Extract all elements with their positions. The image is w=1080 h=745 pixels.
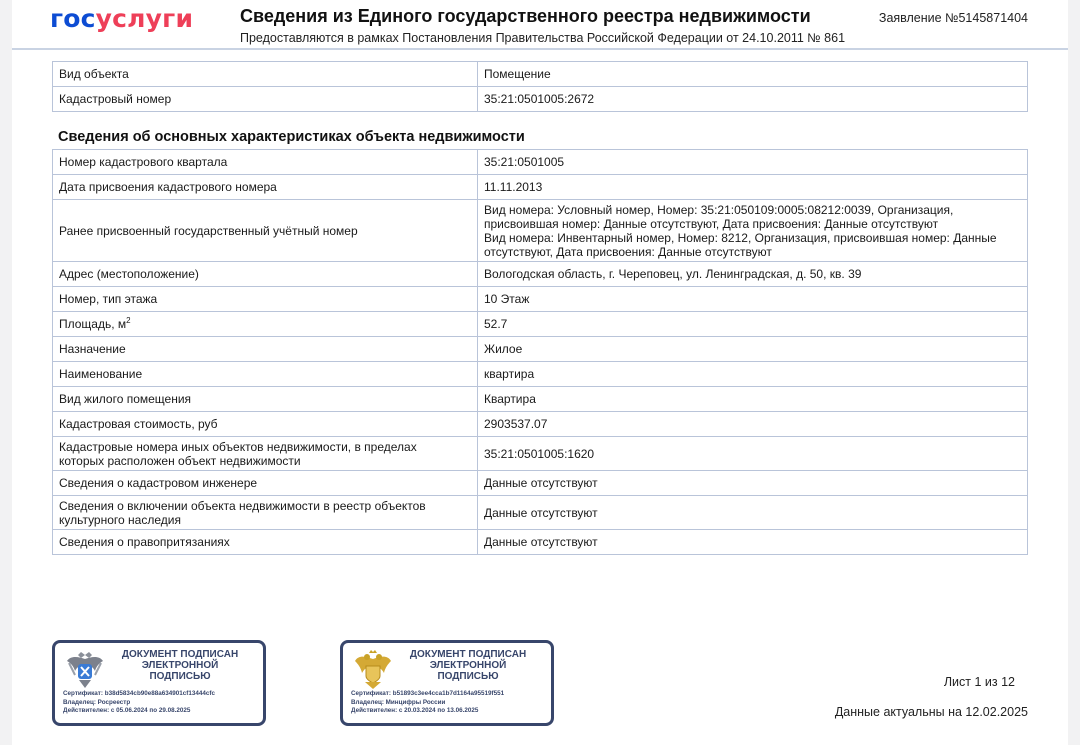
- row-value: 35:21:0501005: [478, 150, 1028, 175]
- row-value: 52.7: [478, 312, 1028, 337]
- table-row: [53, 471, 1028, 496]
- row-value: Помещение: [478, 62, 1028, 87]
- table-row: [53, 530, 1028, 555]
- row-label: Номер, тип этажа: [53, 287, 478, 312]
- table-row: [53, 387, 1028, 412]
- stamp-title-line: ЭЛЕКТРОННОЙ: [429, 660, 507, 671]
- label-superscript: 2: [126, 316, 131, 325]
- label-text: Площадь, м: [59, 317, 127, 331]
- coat-of-arms-icon: [353, 649, 393, 691]
- logo-part-gos: гос: [50, 4, 96, 33]
- signature-stamp-rosreestr: [52, 640, 266, 726]
- document-subtitle: Предоставляются в рамках Постановления Правительства Российской Федерации от 24.10.2011 № 861: [240, 31, 846, 45]
- label-line: Кадастровые номера иных объектов недвижимости, в пределах: [59, 439, 417, 454]
- stamp-title-line: ЭЛЕКТРОННОЙ: [141, 660, 219, 671]
- row-value: Вологодская область, г. Череповец, ул. Ленинградская, д. 50, кв. 39: [478, 262, 1028, 287]
- certificate-owner: Владелец: Росреестр: [63, 698, 131, 706]
- table-row: [53, 62, 1028, 87]
- row-value: 2903537.07: [478, 412, 1028, 437]
- row-value: Жилое: [478, 337, 1028, 362]
- characteristics-table: [52, 149, 1028, 555]
- row-value: Квартира: [478, 387, 1028, 412]
- label-line: которых расположен объект недвижимости: [59, 453, 301, 468]
- value-line: Вид номера: Инвентарный номер, Номер: 8212, Организация, присвоившая номер: Данные: [484, 230, 997, 245]
- row-label: Кадастровая стоимость, руб: [53, 412, 478, 437]
- row-label: [53, 312, 478, 337]
- row-value: 10 Этаж: [478, 287, 1028, 312]
- row-label: Адрес (местоположение): [53, 262, 478, 287]
- row-label: [53, 437, 478, 471]
- stamp-title: [393, 649, 543, 682]
- row-label: Вид объекта: [53, 62, 478, 87]
- certificate-number: Сертификат: b51893c3ee4cca1b7d1164a95519f551: [351, 690, 505, 697]
- signature-stamp-mintsifry: [340, 640, 554, 726]
- document-title: Сведения из Единого государственного реестра недвижимости: [240, 6, 811, 26]
- table-row: [53, 287, 1028, 312]
- table-row: [53, 362, 1028, 387]
- stamp-title-line: ДОКУМЕНТ ПОДПИСАН: [409, 649, 527, 660]
- table-row: [53, 262, 1028, 287]
- row-value: 11.11.2013: [478, 175, 1028, 200]
- logo-part-uslugi: услуги: [95, 4, 194, 33]
- rosreestr-emblem-icon: [65, 649, 105, 691]
- table-row: [53, 150, 1028, 175]
- row-value: Данные отсутствуют: [478, 471, 1028, 496]
- row-label: Ранее присвоенный государственный учётный номер: [53, 200, 478, 262]
- table-row: [53, 337, 1028, 362]
- row-label: Сведения о правопритязаниях: [53, 530, 478, 555]
- stamp-title-line: ПОДПИСЬЮ: [149, 671, 211, 682]
- row-value: 35:21:0501005:1620: [478, 437, 1028, 471]
- table-row: [53, 437, 1028, 471]
- value-line: отсутствуют, Дата присвоения: Данные отсутствуют: [484, 244, 772, 259]
- row-label: Дата присвоения кадастрового номера: [53, 175, 478, 200]
- certificate-validity: Действителен: с 20.03.2024 по 13.06.2025: [351, 707, 479, 714]
- row-label: [53, 496, 478, 530]
- section-title: Сведения об основных характеристиках объекта недвижимости: [58, 129, 525, 145]
- certificate-validity: Действителен: с 05.06.2024 по 29.08.2025: [63, 707, 191, 714]
- stamp-title: [105, 649, 255, 682]
- row-label: Наименование: [53, 362, 478, 387]
- certificate-number: Сертификат: b38d5834cb90e88a634901cf13444cfc: [63, 690, 216, 697]
- value-line: присвоившая номер: Данные отсутствуют, Дата присвоения: Данные отсутствуют: [484, 216, 939, 231]
- row-value: [478, 200, 1028, 262]
- page-indicator: Лист 1 из 12: [943, 675, 1015, 689]
- document-page: [12, 0, 1068, 745]
- statement-number: Заявление №5145871404: [878, 11, 1028, 25]
- data-actual-date: Данные актуальны на 12.02.2025: [834, 705, 1028, 719]
- certificate-owner: Владелец: Минцифры России: [351, 698, 446, 706]
- stamp-title-line: ДОКУМЕНТ ПОДПИСАН: [121, 649, 239, 660]
- table-row: [53, 175, 1028, 200]
- row-label: Сведения о кадастровом инженере: [53, 471, 478, 496]
- row-value: квартира: [478, 362, 1028, 387]
- gosuslugi-logo[interactable]: [50, 4, 193, 33]
- table-row: [53, 412, 1028, 437]
- row-label: Номер кадастрового квартала: [53, 150, 478, 175]
- row-value: 35:21:0501005:2672: [478, 87, 1028, 112]
- label-line: Сведения о включении объекта недвижимости в реестр объектов: [59, 498, 426, 513]
- row-label: Кадастровый номер: [53, 87, 478, 112]
- label-line: культурного наследия: [59, 512, 181, 527]
- stamp-certificate-info: [63, 690, 259, 716]
- value-line: Вид номера: Условный номер, Номер: 35:21:050109:0005:08212:0039, Организация,: [484, 202, 954, 217]
- row-label: Назначение: [53, 337, 478, 362]
- table-row: [53, 87, 1028, 112]
- document-header: [12, 0, 1068, 50]
- row-label: Вид жилого помещения: [53, 387, 478, 412]
- table-row: [53, 496, 1028, 530]
- table-row: [53, 312, 1028, 337]
- object-table: [52, 61, 1028, 112]
- row-value: Данные отсутствуют: [478, 496, 1028, 530]
- stamp-title-line: ПОДПИСЬЮ: [437, 671, 499, 682]
- table-row: [53, 200, 1028, 262]
- stamp-certificate-info: [351, 690, 547, 716]
- row-value: Данные отсутствуют: [478, 530, 1028, 555]
